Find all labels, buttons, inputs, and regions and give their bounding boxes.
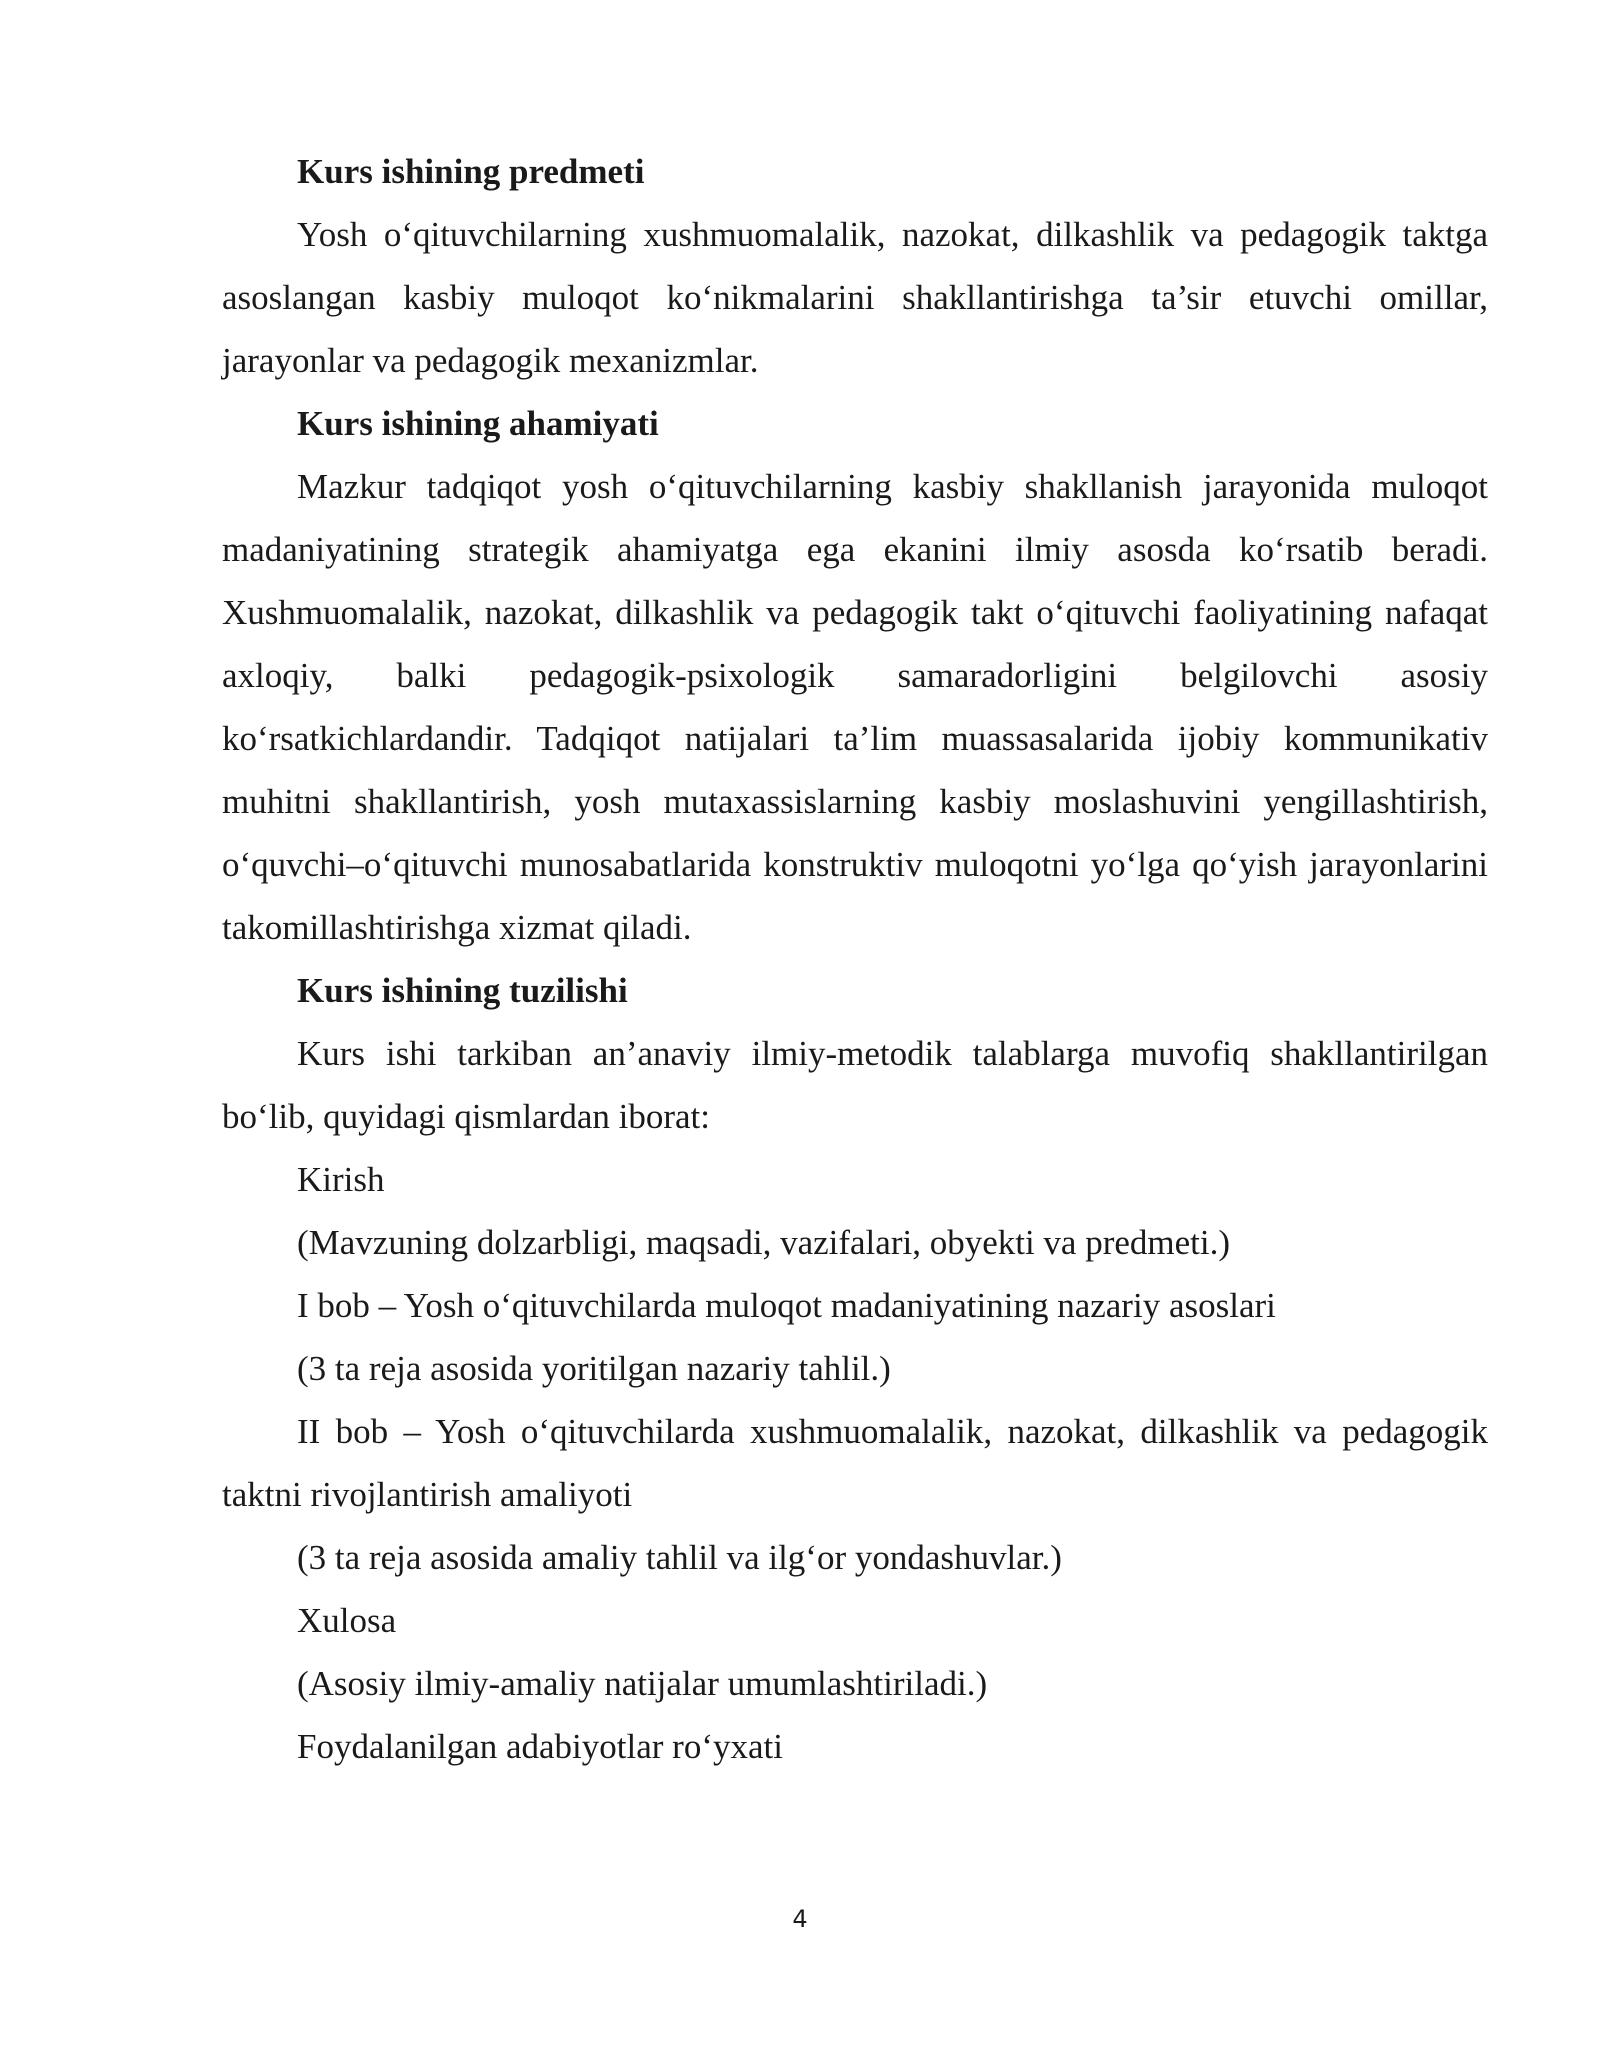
structure-item-xulosa-note: (Asosiy ilmiy-amaliy natijalar umumlashtiriladi.) <box>297 1664 988 1703</box>
structure-item-chapter-1: I bob – Yosh o‘qituvchilarda muloqot madaniyatining nazariy asoslari <box>297 1286 1276 1325</box>
structure-item-chapter-1-note: (3 ta reja asosida yoritilgan nazariy tahlil.) <box>297 1349 891 1388</box>
structure-item-chapter-2-note: (3 ta reja asosida amaliy tahlil va ilg‘or yondashuvlar.) <box>297 1538 1062 1577</box>
structure-item-chapter-2: II bob – Yosh o‘qituvchilarda xushmuomalalik, nazokat, dilkashlik va pedagogik taktni rivojlantirish amaliyoti <box>222 1412 1488 1514</box>
paragraph-predmeti: Yosh o‘qituvchilarning xushmuomalalik, nazokat, dilkashlik va pedagogik taktga asoslangan kasbiy muloqot ko‘nikmalarini shakllantirishga ta’sir etuvchi omillar, jarayonlar va pedagogik mexanizmlar. <box>222 215 1488 380</box>
structure-item-kirish: Kirish <box>297 1160 385 1199</box>
structure-item-kirish-note: (Mavzuning dolzarbligi, maqsadi, vazifalari, obyekti va predmeti.) <box>297 1223 1231 1262</box>
structure-item-xulosa: Xulosa <box>297 1601 397 1640</box>
section-heading-predmeti: Kurs ishining predmeti <box>297 152 645 191</box>
paragraph-tuzilishi-intro: Kurs ishi tarkiban an’anaviy ilmiy-metodik talablarga muvofiq shakllantirilgan bo‘lib, quyidagi qismlardan iborat: <box>222 1034 1488 1136</box>
section-heading-tuzilishi: Kurs ishining tuzilishi <box>297 971 628 1010</box>
section-heading-ahamiyati: Kurs ishining ahamiyati <box>297 404 659 443</box>
document-page <box>222 140 1488 1778</box>
structure-item-bibliography: Foydalanilgan adabiyotlar ro‘yxati <box>297 1727 783 1766</box>
paragraph-ahamiyati: Mazkur tadqiqot yosh o‘qituvchilarning kasbiy shakllanish jarayonida muloqot madaniyatining strategik ahamiyatga ega ekanini ilmiy asosda ko‘rsatib beradi. Xushmuomalalik, nazokat, dilkashlik va pedagogik takt o‘qituvchi faoliyatining nafaqat axloqiy, balki pedagogik-psixologik samaradorligini belgilovchi asosiy ko‘rsatkichlardandir. Tadqiqot natijalari ta’lim muassasalarida ijobiy kommunikativ muhitni shakllantirish, yosh mutaxassislarning kasbiy moslashuvini yengillashtirish, o‘quvchi–o‘qituvchi munosabatlarida konstruktiv muloqotni yo‘lga qo‘yish jarayonlarini takomillashtirishga xizmat qiladi. <box>222 467 1488 947</box>
page-number: 4 <box>792 1905 808 1933</box>
